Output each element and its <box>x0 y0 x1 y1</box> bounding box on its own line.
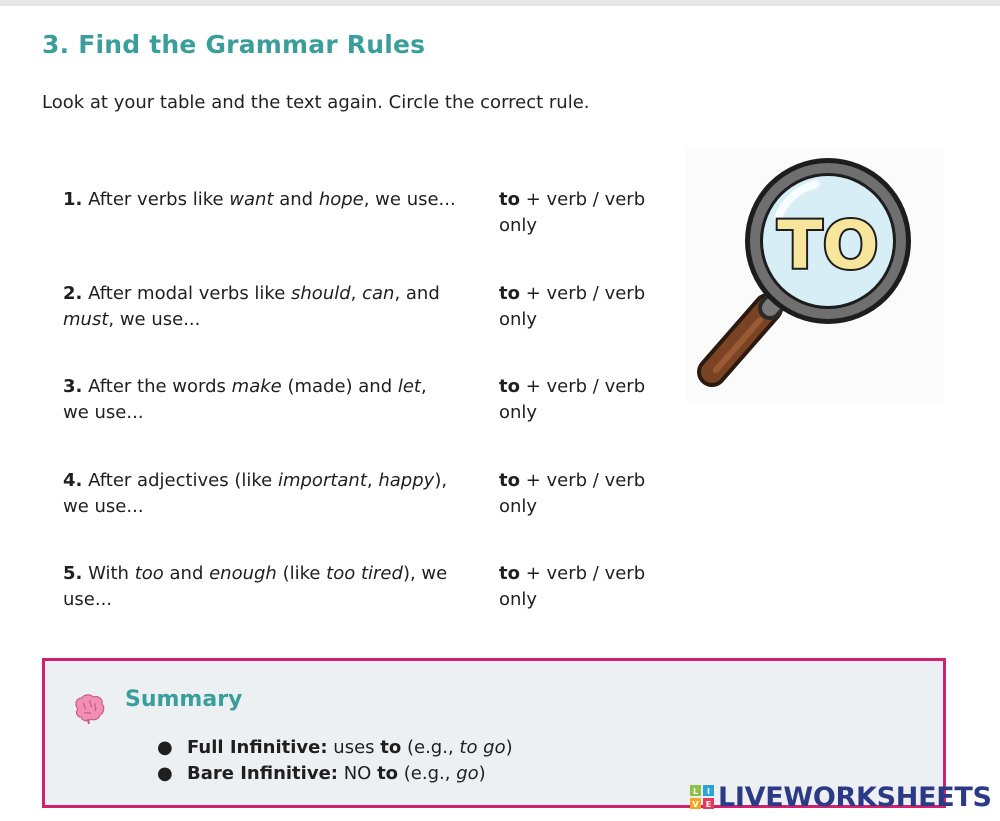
svg-text:L: L <box>692 787 699 796</box>
liveworksheets-logo[interactable] <box>690 780 992 814</box>
list-item: ● Bare Infinitive: NO to (e.g., go) <box>153 761 513 787</box>
rule-options[interactable]: to + verb / verb only <box>499 376 646 423</box>
rule-row <box>63 561 663 655</box>
rule-text: 1. After verbs like want and hope, we use... <box>63 189 456 210</box>
brain-icon <box>72 691 106 725</box>
bullet-icon: ● <box>157 763 173 784</box>
summary-title: Summary <box>125 687 243 712</box>
svg-text:E: E <box>705 800 712 809</box>
rule-options[interactable]: to + verb / verb only <box>499 469 646 517</box>
svg-text:V: V <box>692 800 699 809</box>
magnifying-glass-icon <box>686 148 944 403</box>
rule-options[interactable]: to + verb / verb only <box>499 189 646 236</box>
top-divider <box>0 0 1000 6</box>
rule-number: 2. <box>63 282 83 304</box>
rule-number: 1. <box>63 189 83 210</box>
rule-text: 3. After the words make (made) and let, we use... <box>63 376 427 423</box>
list-item: ● Full Infinitive: uses to (e.g., to go) <box>153 735 513 761</box>
svg-text:TO: TO <box>777 207 879 284</box>
rule-number: 3. <box>63 376 83 397</box>
rule-row <box>63 374 663 468</box>
rule-text: 4. After adjectives (like important, happy), we use... <box>63 469 448 517</box>
svg-text:I: I <box>707 787 710 796</box>
summary-list <box>153 735 513 787</box>
rule-row <box>63 187 663 281</box>
rule-row <box>63 281 663 375</box>
rule-text: 5. With too and enough (like too tired), we use... <box>63 563 448 610</box>
rule-number: 4. <box>63 469 83 491</box>
rule-text: 2. After modal verbs like should, can, and must, we use... <box>63 282 440 330</box>
rule-row <box>63 468 663 562</box>
instruction-text: Look at your table and the text again. Circle the correct rule. <box>42 92 590 113</box>
section-title: 3. Find the Grammar Rules <box>42 30 426 59</box>
bullet-icon: ● <box>157 737 173 758</box>
rule-options[interactable]: to + verb / verb only <box>499 563 646 610</box>
rules-list <box>63 187 663 655</box>
liveworksheets-logo-icon <box>690 785 714 809</box>
rule-number: 5. <box>63 563 83 584</box>
logo-text[interactable]: LIVEWORKSHEETS <box>718 781 992 813</box>
rule-options[interactable]: to + verb / verb only <box>499 282 646 330</box>
